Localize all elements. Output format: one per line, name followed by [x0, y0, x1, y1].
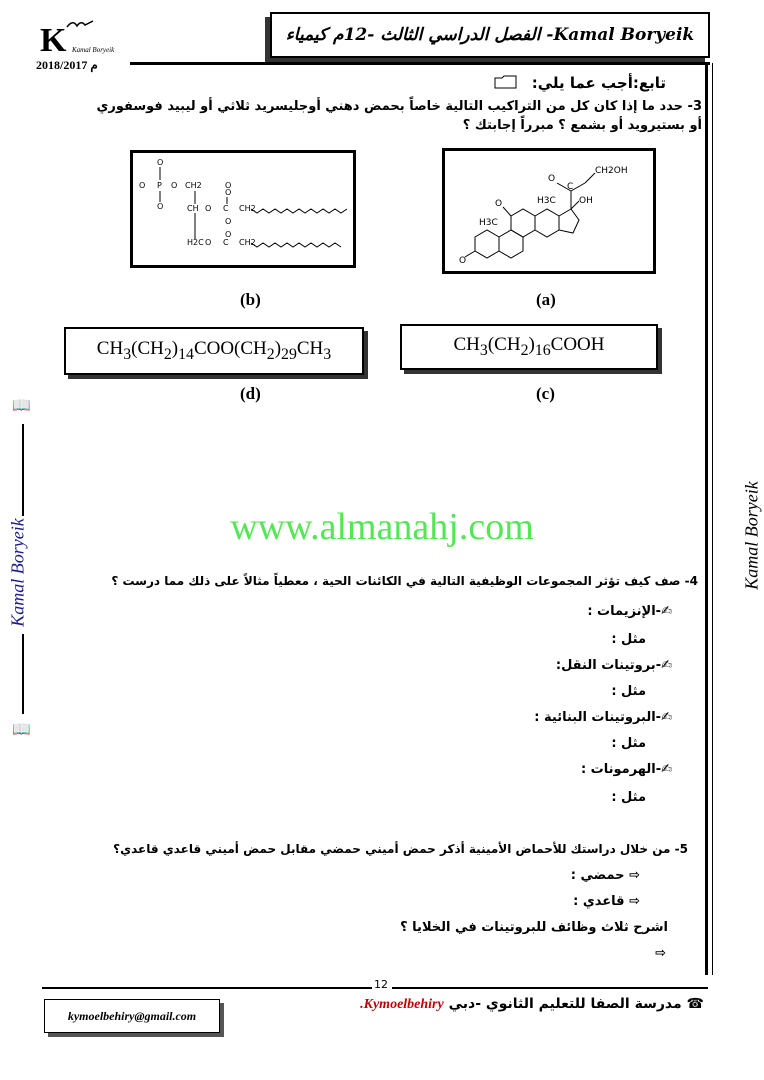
pencil-icon: ✍: [661, 762, 672, 777]
q4-item-label: -الهرمونات :: [580, 762, 662, 777]
logo-name: Kamal Boryeik: [72, 46, 115, 54]
atom-label: H2C: [187, 238, 204, 247]
q4-item-label: -بروتينات النقل:: [555, 658, 662, 673]
page-number: 12: [374, 978, 388, 991]
q4-example: مثل :: [611, 632, 646, 647]
atom-label: O: [157, 202, 164, 211]
atom-label: O: [225, 188, 232, 197]
footer-rule: [42, 987, 372, 989]
atom-label: O: [205, 238, 212, 247]
formula-c: $CH_3(CH_2)_{16}COOH$: [453, 334, 605, 359]
structure-label-c: (c): [536, 384, 555, 403]
footer-rule: [392, 987, 708, 989]
q5-functions: اشرح ثلاث وظائف للبروتينات في الخلايا ؟: [400, 920, 668, 935]
atom-label: C: [567, 182, 574, 192]
email-box: [44, 999, 220, 1033]
pencil-icon: ✍: [661, 710, 672, 725]
arrow-icon: ⇨: [655, 946, 666, 961]
pencil-icon: ✍: [661, 604, 672, 619]
arrow-icon: ⇨: [629, 868, 640, 883]
formula-c-box: [400, 324, 658, 370]
atom-label: O: [157, 158, 164, 167]
header-title: Kamal Boryeik- الفصل الدراسي الثالث -12م كيمياء: [285, 25, 695, 45]
logo-letter: K: [40, 22, 67, 59]
left-frame-line: [22, 634, 24, 714]
structure-label-d: (d): [240, 384, 261, 403]
section-heading: [494, 74, 666, 93]
structure-b-image: [130, 150, 356, 268]
q5-basic: [573, 894, 640, 909]
q4-item-enzymes: [587, 604, 672, 619]
q4-item-label: -الإنزيمات :: [587, 604, 662, 619]
school-year: 2018/2017 م: [36, 58, 98, 72]
pencil-icon: ✍: [661, 658, 672, 673]
watermark: www.almanahj.com: [230, 506, 534, 548]
question-5-title: 5- من خلال دراستك للأحماض الأمينية أذكر حمض أميني حمضي مقابل حمض أميني قاعدي قاعدي؟: [113, 842, 688, 856]
q5-basic-label: قاعدي :: [573, 894, 625, 909]
logo-signature-icon: [65, 16, 95, 35]
atom-label: O: [225, 181, 232, 190]
folder-icon: [494, 75, 518, 93]
section-heading-text: تابع:أجب عما يلي:: [531, 74, 666, 92]
q5-acidic: [571, 868, 640, 883]
structure-label-a: (a): [536, 290, 556, 309]
structure-a-image: [442, 148, 656, 274]
q4-item-label: -البروتينات البنائية :: [534, 710, 662, 725]
q4-example: مثل :: [611, 736, 646, 751]
atom-label: O: [495, 199, 503, 209]
q4-item-transport: [556, 658, 672, 673]
footer-brand: Kymoelbehiry.: [360, 997, 444, 1012]
atom-label: CH2OH: [595, 166, 628, 176]
atom-label: P: [157, 181, 162, 190]
header-box: [270, 12, 710, 58]
atom-label: CH2: [185, 181, 202, 190]
q5-acidic-label: حمضي :: [570, 868, 625, 883]
q4-item-hormones: [581, 762, 672, 777]
side-author-name-left: Kamal Boryeik: [7, 518, 28, 627]
header-rule: [130, 62, 710, 65]
arrow-icon: ⇨: [629, 894, 640, 909]
atom-label: H3C: [479, 218, 498, 228]
email-text: kymoelbehiry@gmail.com: [67, 1008, 197, 1023]
atom-label: O: [225, 230, 232, 239]
atom-label: CH: [187, 204, 199, 213]
book-icon: 📖: [12, 396, 31, 414]
side-author-name-right: Kamal Boryeik: [741, 481, 762, 590]
atom-label: O: [139, 181, 146, 190]
book-icon: 📖: [12, 720, 31, 738]
atom-label: C: [223, 204, 229, 213]
question-4-title: 4- صف كيف تؤثر المجموعات الوظيفية التالية في الكائنات الحية ، معطياً مثالاً على ذلك مما درست ؟: [111, 574, 698, 588]
formula-d-box: [64, 327, 364, 375]
q4-example: مثل :: [611, 684, 646, 699]
atom-label: O: [205, 204, 212, 213]
atom-label: CH2: [239, 204, 256, 213]
structure-label-b: (b): [240, 290, 261, 309]
atom-label: H3C: [537, 196, 556, 206]
atom-label: CH2: [239, 238, 256, 247]
left-frame-line: [22, 424, 24, 516]
atom-label: OH: [579, 196, 593, 206]
q4-example: مثل :: [611, 790, 646, 805]
atom-label: O: [225, 217, 232, 226]
school-name: مدرسة الصفا للتعليم الثانوي -دبي: [448, 996, 682, 1012]
atom-label: C: [223, 238, 229, 247]
atom-label: O: [459, 256, 467, 266]
formula-d: $CH_3(CH_2)_{14}COO(CH_2)_{29}CH_3$: [96, 338, 332, 363]
question-3-line1: 3- حدد ما إذا كان كل من التراكيب التالية خاصاً بحمض دهني أوجليسريد ثلاثي أو ليبيد فوسفوري: [96, 99, 702, 114]
q4-item-structural: [534, 710, 672, 725]
atom-label: O: [171, 181, 178, 190]
footer-school: [300, 996, 704, 1013]
question-3-line2: أو بستيرويد أو بشمع ؟ مبرراً إجابتك ؟: [462, 118, 702, 133]
atom-label: O: [548, 174, 556, 184]
phone-icon: ☎: [686, 996, 704, 1012]
